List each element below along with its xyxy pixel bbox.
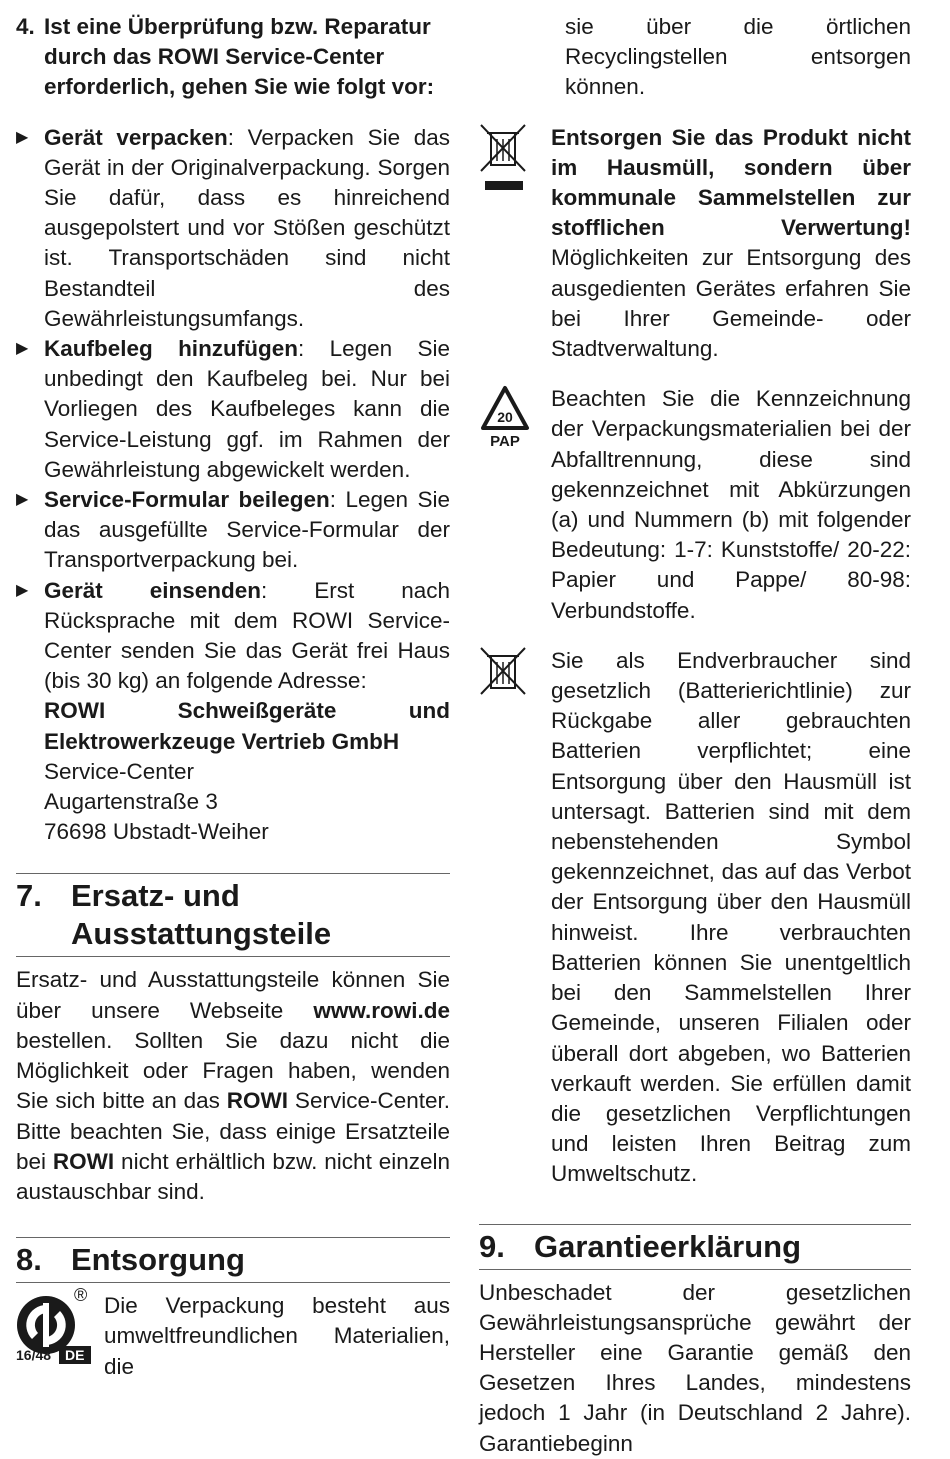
section-8-heading: [16, 1237, 450, 1283]
page-number: 16/48: [16, 1347, 52, 1363]
step-4-heading: [16, 12, 450, 103]
bullet-item: [16, 334, 450, 485]
recycling-continuation: sie über die örtlichen Recyclingstellen entsorgen können.: [565, 14, 911, 100]
section-7-heading: [16, 873, 450, 957]
battery-text: Sie als Endverbraucher sind gesetzlich (Batterierichtlinie) zur Rückgabe aller gebrauchten Batterien verpflichtet; eine Entsorgung über den Hausmüll ist untersagt. Batterien sind mit dem nebenstehenden Symbol gekennzeichnet, das auf das Verbot der Entsorgung über den Hausmüll hinweist. Ihre verbrauchten Batterien können Sie unentgeltlich bei den Sammelstellen Ihrer Gemeinde, unseren Filialen oder überall dort abgeben, wo Batterien verkauft werden. Sie erfüllen damit die gesetzlichen Verpflichtungen und leisten Ihren Beitrag zum Umweltschutz.: [551, 647, 911, 1187]
bullet-text: : Legen Sie unbedingt den Kaufbeleg bei. Nur bei Vorliegen des Kaufbeleges kann die Service-Leistung ggf. im Rahmen der Gewährleistung abgewickelt werden.: [44, 336, 450, 482]
pap-number: 20: [497, 409, 513, 426]
brand-name: ROWI: [52, 1148, 115, 1174]
address-company: ROWI Schweißgeräte und Elektrowerkzeuge Vertrieb GmbH: [44, 698, 450, 754]
crossed-bin-icon: [479, 646, 551, 1190]
language-badge: DE: [59, 1346, 90, 1364]
section-9-text: Unbeschadet der gesetzlichen Gewährleistungsansprüche gewährt der Hersteller eine Garantie gemäß den Gesetzen Ihres Landes, mindestens jedoch 1 Jahr (in Deutschland 2 Jahre). Garantiebeginn: [479, 1279, 911, 1456]
recycling-pap-icon: [479, 384, 551, 626]
bullet-item: [16, 576, 450, 697]
step-text: Ist eine Überprüfung bzw. Reparatur durch das ROWI Service-Center erforderlich, gehen Sie wie folgt vor:: [44, 14, 435, 100]
pap-text: Beachten Sie die Kennzeichnung der Verpackungsmaterialien bei der Abfalltrennung, diese sind gekennzeichnet mit Abkürzungen (a) und Nummern (b) mit folgender Bedeutung: 1-7: Kunststoffe/ 20-22: Papier und Pappe/ 80-98: Verbundstoffe.: [551, 386, 911, 623]
registered-mark: ®: [74, 1285, 88, 1306]
section-number: 7.: [16, 878, 42, 914]
page-footer: [16, 1346, 91, 1364]
triangle-bullet-icon: ▶: [16, 128, 29, 146]
packaging-text: Die Verpackung besteht aus umweltfreundlichen Materialien, die: [104, 1293, 450, 1379]
section-title: Garantieerklärung: [534, 1228, 802, 1264]
bullet-title: Kaufbeleg hinzufügen: [44, 336, 299, 362]
section-number: 8.: [16, 1242, 42, 1278]
website-link: www.rowi.de: [313, 997, 450, 1023]
section-7-text: Ersatz- und Ausstattungsteile können Sie über unsere Webseite www.rowi.de bestellen. Sollten Sie dazu nicht die Möglichkeit oder Fragen haben, wenden Sie sich bitte an das ROWI Service-Center. Bitte beachten Sie, dass einige Ersatzteile bei ROWI nicht erhältlich bzw. nicht einzeln austauschbar sind.: [16, 967, 450, 1204]
section-title: Entsorgung: [71, 1242, 245, 1278]
address-line: Service-Center: [44, 758, 195, 784]
packaging-note: [16, 1285, 450, 1382]
service-address: [16, 696, 450, 847]
bullet-item: [16, 123, 450, 334]
section-number: 9.: [479, 1228, 505, 1264]
weee-warning: Entsorgen Sie das Produkt nicht im Hausmüll, sondern über kommunale Sammelstellen zur stofflichen Verwertung!: [551, 124, 911, 241]
pap-label: PAP: [490, 433, 520, 451]
triangle-bullet-icon: ▶: [16, 491, 29, 509]
address-line: 76698 Ubstadt-Weiher: [44, 819, 269, 845]
weee-note: [479, 123, 911, 365]
bullet-item: [16, 485, 450, 576]
address-line: Augartenstraße 3: [44, 789, 218, 815]
step-number: 4.: [16, 14, 35, 39]
pap-note: [479, 384, 911, 626]
section-9-heading: [479, 1224, 911, 1270]
bullet-text: : Legen Sie das ausgefüllte Service-Formular der Transportverpackung bei.: [44, 487, 451, 573]
crossed-bin-bar-icon: [479, 123, 551, 365]
section-title: Ersatz- und Ausstattungsteile: [71, 878, 332, 952]
weee-text: Entsorgen Sie das Produkt nicht im Hausmüll, sondern über kommunale Sammelstellen zur stofflichen Verwertung! Möglichkeiten zur Entsorgung des ausgedienten Gerätes erfahren Sie bei Ihrer Gemeinde- oder Stadtverwaltung.: [551, 124, 911, 362]
right-column: [479, 0, 911, 1459]
bullet-text: : Erst nach Rücksprache mit dem ROWI Service-Center senden Sie das Gerät frei Haus (bis 30 kg) an folgende Adresse:: [44, 577, 451, 694]
bullet-title: Service-Formular beilegen: [44, 487, 330, 513]
bullet-title: Gerät verpacken: [44, 124, 228, 150]
battery-note: [479, 646, 911, 1190]
bullet-title: Gerät einsenden: [44, 577, 262, 603]
left-column: [16, 0, 450, 1382]
triangle-bullet-icon: ▶: [16, 581, 29, 599]
brand-name: ROWI: [226, 1088, 289, 1114]
triangle-bullet-icon: ▶: [16, 340, 29, 358]
bullet-text: : Verpacken Sie das Gerät in der Originalverpackung. Sorgen Sie dafür, dass es hinreichend ausgepolstert und vor Stößen geschützt ist. Transportschäden sind nicht Bestandteil des Gewährleistungsumfangs.: [44, 124, 450, 331]
